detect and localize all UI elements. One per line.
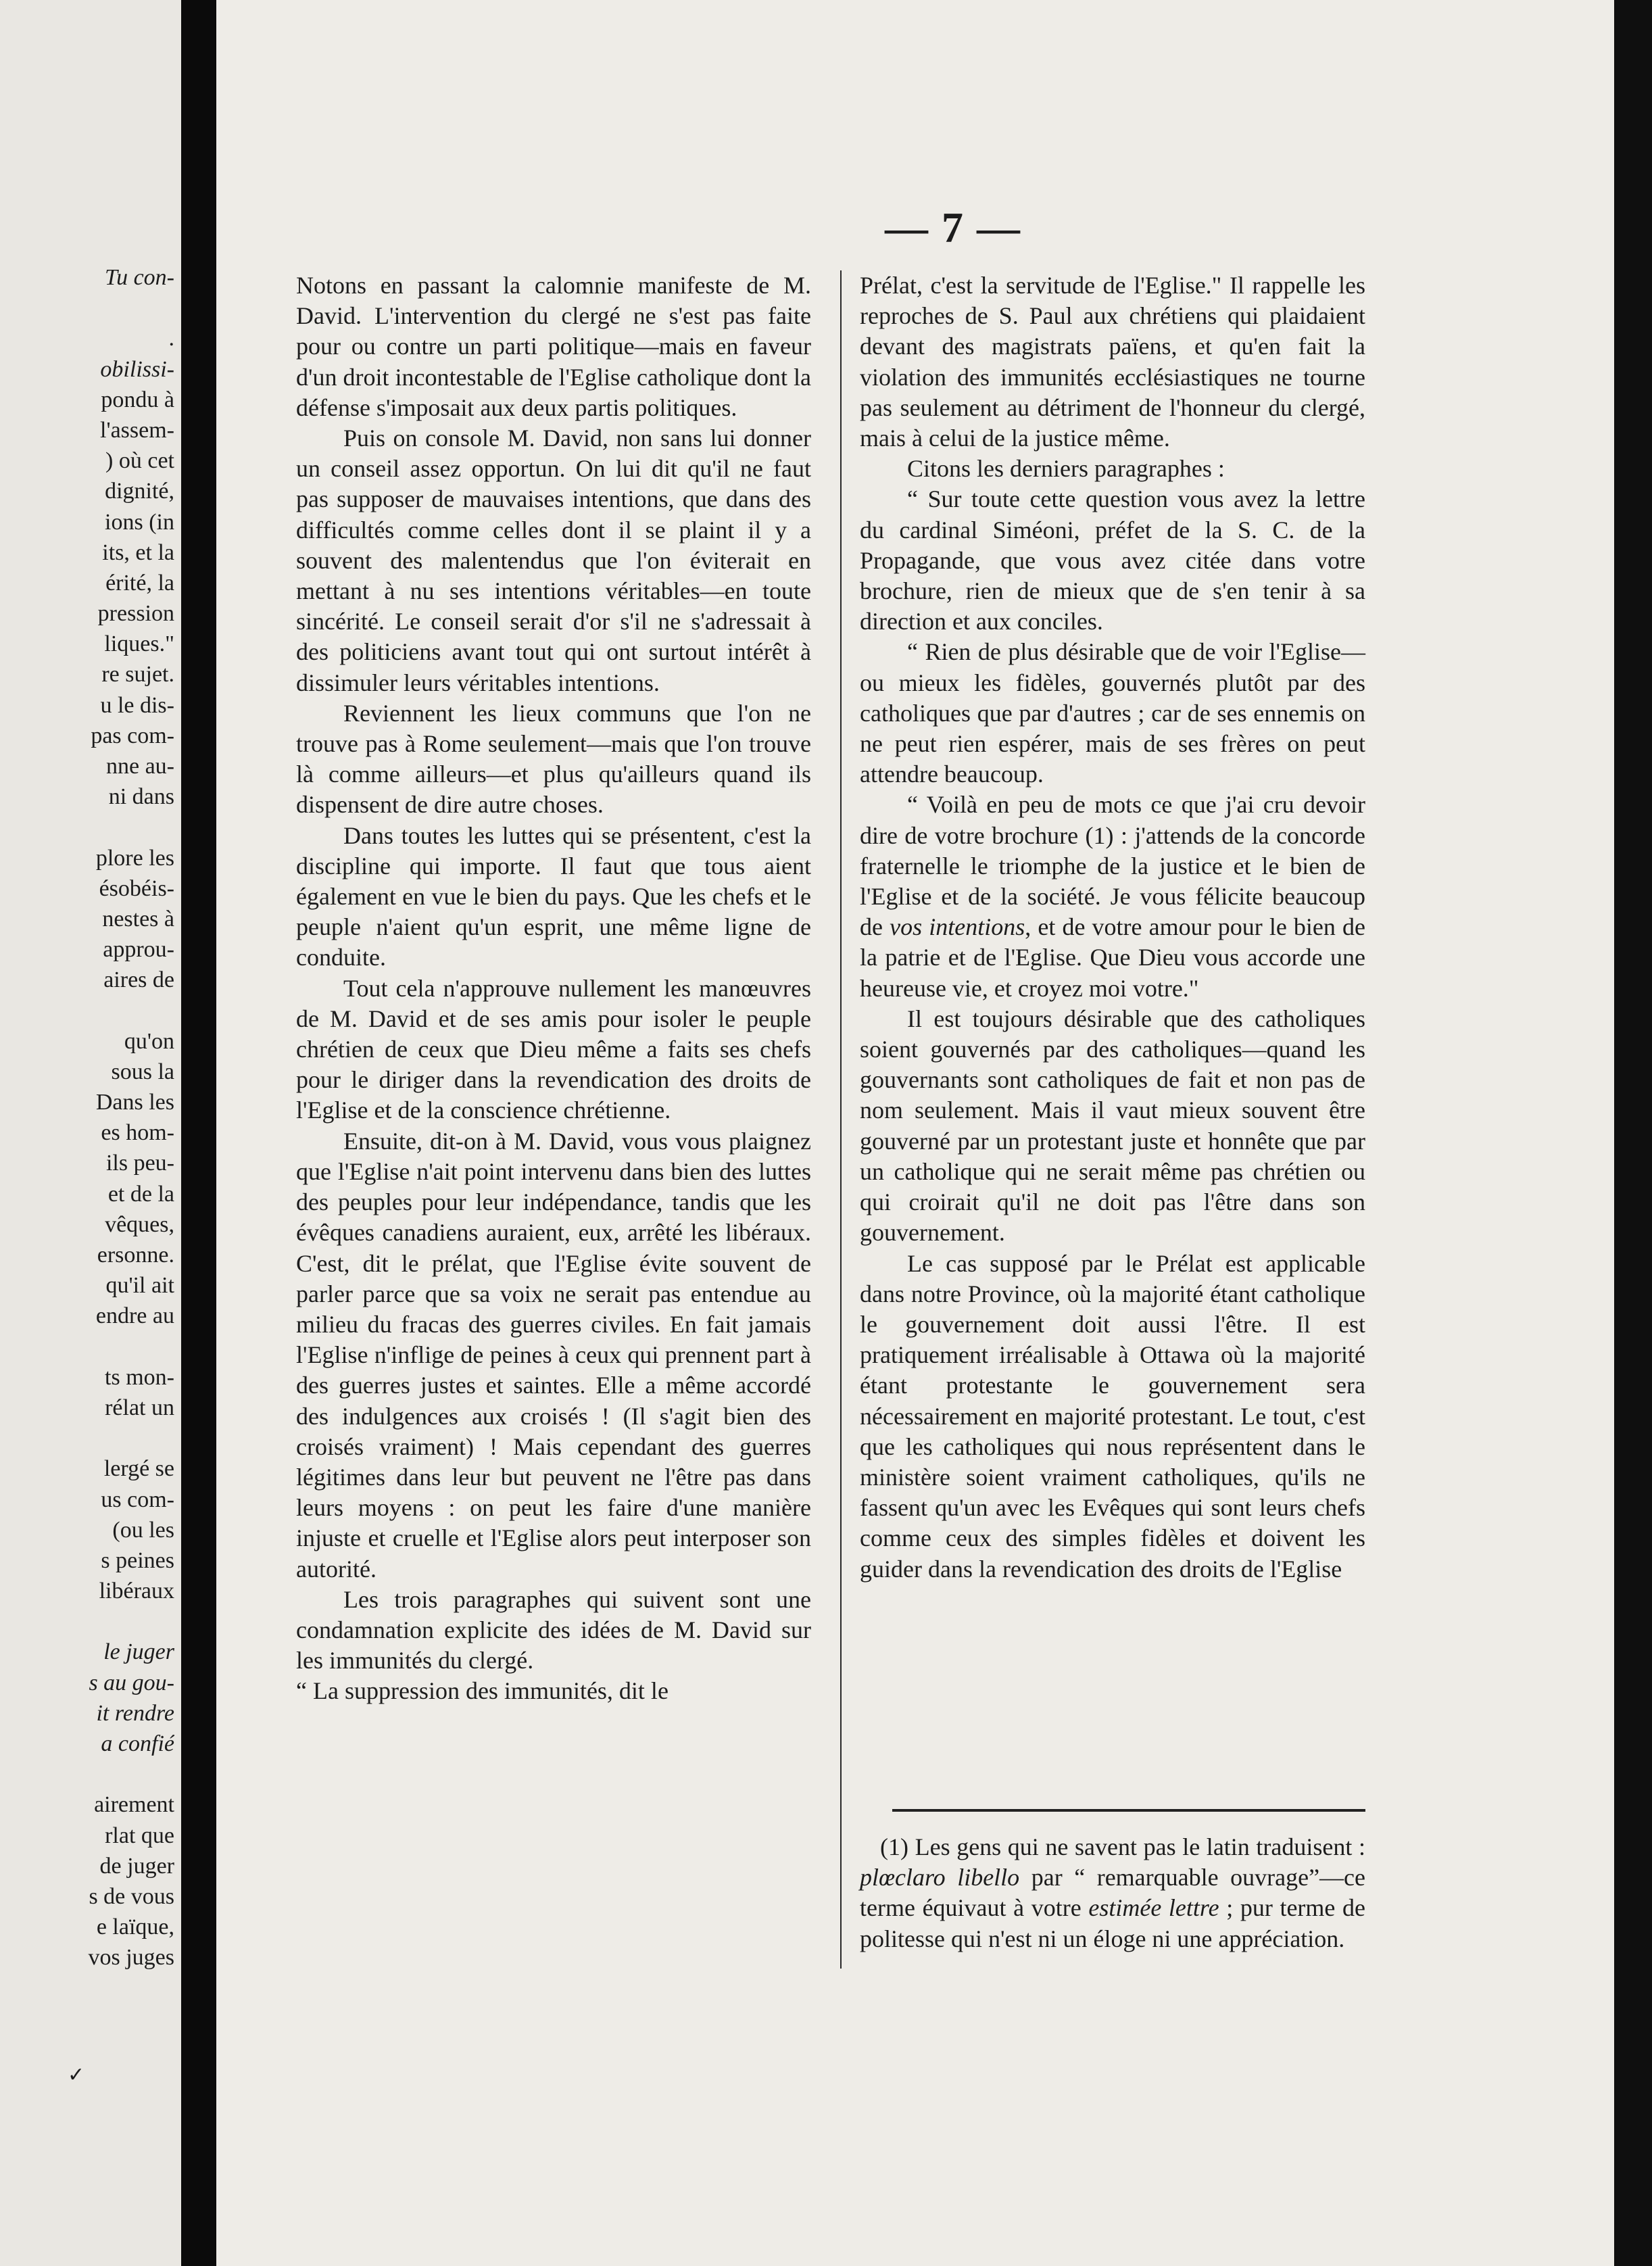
fragment-line: Tu con- — [105, 265, 174, 290]
fragment-line: pas com- — [91, 723, 174, 748]
column-divider — [840, 270, 842, 1969]
paragraph: Le cas supposé par le Prélat est applicable dans notre Province, où la majorité étant catholique le gouvernement doit aussi l'être. Il est pratiquement irréalisable à Ottawa où la majorité étant protestante le gouvernement sera nécessairement en majorité protestant. Le tout, c'est que les catholiques qui nous représentent dans le ministère soient vraiment catholiques, qu'ils ne fassent qu'un avec les Evêques qui sont leurs chefs comme ceux des simples fidèles et doivent les guider dans la revendication des droits de l'Eglise — [860, 1249, 1365, 1583]
text-run: par “ remarquable ouvrage”—ce terme équivaut à votre — [860, 1864, 1366, 1922]
footnote-rule — [892, 1809, 1365, 1812]
fragment-line: it rendre — [96, 1700, 174, 1726]
paragraph: Dans toutes les luttes qui se présentent, c'est la discipline qui importe. Il faut que tous aient également en vue le bien du pays. Que les chefs et le peuple n'aient qu'un esprit, une même ligne de conduite. — [296, 821, 811, 971]
fragment-line: liques." — [104, 631, 174, 657]
fragment-line: et de la — [107, 1181, 174, 1207]
text-run: ; pur terme de politesse qui n'est ni un éloge ni une appréciation. — [860, 1894, 1365, 1952]
paragraph: Puis on console M. David, non sans lui donner un conseil assez opportun. On lui dit qu'il ne faut pas supposer de mauvaises intentions, que dans des difficultés comme celles dont il se plaint il y a souvent des malentendus que l'on éviterait en mettant à nu ses intentions véritables—en toute sincérité. Le conseil serait d'or s'il ne s'adressait à des politiciens avant tout qui ont surtout intérêt à dissimuler leurs véritables intentions. — [296, 425, 811, 696]
fragment-line: approu- — [103, 937, 174, 963]
fragment-line: ) où cet — [105, 448, 174, 474]
paragraph: Il est toujours désirable que des catholiques soient gouvernés par des catholiques—quand les gouvernants sont catholiques de fait et non pas de nom seulement. Mais il vaut mieux souvent être gouverné par un protestant juste et honnête que par un catholique qui ne serait même pas chrétien ou qui croirait qu'il ne doit pas l'être dans son gouvernement. — [860, 1005, 1365, 1247]
paragraph: Les trois paragraphes qui suivent sont une condamnation explicite des idées de M. David sur les immunités du clergé. — [296, 1585, 811, 1674]
right-column — [860, 270, 1365, 1585]
fragment-line: pondu à — [101, 387, 174, 412]
fragment-line: plore les — [95, 845, 174, 871]
scan-edge — [1614, 0, 1652, 2266]
fragment-line: ils peu- — [105, 1151, 174, 1176]
fragment-line: airement — [94, 1792, 174, 1818]
text-run: “ Voilà en peu de mots ce que j'ai cru devoir dire de votre brochure (1) : j'attends de la concorde fraternelle le triomphe de la justice et le bien de l'Eglise et de la société. Je vous félicite beaucoup de — [860, 791, 1365, 941]
fragment-line: sous la — [111, 1059, 174, 1084]
fragment-line: nne au- — [105, 754, 174, 779]
fragment-line: de juger — [99, 1853, 174, 1879]
previous-page-fragment — [0, 0, 181, 2266]
fragment-line: rélat un — [105, 1395, 174, 1420]
fragment-line: e laïque, — [96, 1914, 174, 1940]
fragment-line: ésobéis- — [99, 875, 174, 901]
fragment-line: endre au — [95, 1303, 174, 1329]
italic-run: plœclaro libello — [860, 1864, 1020, 1891]
fragment-line: us com- — [101, 1487, 174, 1512]
fragment-line — [0, 1759, 174, 1789]
fragment-line: libéraux — [99, 1578, 174, 1604]
fragment-line: a confié — [101, 1731, 174, 1756]
fragment-line: . — [168, 326, 174, 352]
fragment-line: le juger — [103, 1639, 174, 1665]
fragment-line: Dans les — [95, 1090, 174, 1115]
fragment-line — [0, 812, 174, 842]
fragment-line: ni dans — [108, 784, 174, 810]
page — [216, 0, 1614, 2266]
fragment-line: ersonne. — [97, 1243, 174, 1268]
fragment-line: lergé se — [103, 1456, 174, 1482]
fragment-line: l'assem- — [100, 417, 174, 443]
text-run: , et de votre amour pour le bien de la patrie et de l'Eglise. Que Dieu vous accorde une heureuse vie, et croyez moi votre." — [860, 913, 1366, 1002]
paragraph — [860, 790, 1365, 1003]
text-run: (1) Les gens qui ne savent pas le latin traduisent : — [880, 1833, 1365, 1860]
paragraph: Ensuite, dit-on à M. David, vous vous plaignez que l'Eglise n'ait point intervenu dans bien des luttes des peuples pour leur indépendance, tandis que les évêques canadiens auraient, eux, arrêté les libéraux. C'est, dit le prélat, que l'Eglise évite souvent de parler parce que sa voix ne serait pas entendue au milieu du fracas des guerres civiles. En fait jamais l'Eglise n'inflige de peines à ceux qui prennent part à des guerres justes et saintes. Elle a même accordé des indulgences aux croisés ! (Il s'agit bien des croisés vraiment) ! Mais cependant des guerres légitimes dans leur but peuvent ne l'être pas dans leurs moyens : on peut les faire d'une manière injuste et cruelle et l'Eglise alors peut interposer son autorité. — [296, 1127, 811, 1583]
fragment-line: vêques, — [105, 1211, 174, 1237]
fragment-line: obilissi- — [100, 356, 174, 382]
fragment-line — [0, 1332, 174, 1362]
fragment-line: nestes à — [102, 906, 174, 932]
fragment-line: qu'il ait — [105, 1273, 174, 1299]
paragraph: “ Sur toute cette question vous avez la lettre du cardinal Siméoni, préfet de la S. C. de la Propagande, que vous avez citée dans votre brochure, rien de mieux que de s'en tenir à sa direction et aux conciles. — [860, 485, 1365, 635]
fragment-line: re sujet. — [101, 662, 174, 688]
italic-run: vos intentions — [890, 913, 1025, 941]
fragment-line: s de vous — [89, 1883, 174, 1909]
fragment-line: (ou les — [112, 1517, 174, 1543]
page-number: — 7 — — [885, 203, 1021, 251]
margin-mark: ✓ — [68, 2064, 85, 2086]
fragment-line — [0, 996, 174, 1026]
footnote-text — [860, 1832, 1365, 1954]
paragraph: “ Rien de plus désirable que de voir l'Eglise—ou mieux les fidèles, gouvernés plutôt par des catholiques que par d'autres ; car de ses ennemis on ne peut rien espérer, mais de ses frères on peut attendre beaucoup. — [860, 638, 1365, 788]
paragraph: “ La suppression des immunités, dit le — [296, 1677, 669, 1705]
paragraph: Prélat, c'est la servitude de l'Eglise." Il rappelle les reproches de S. Paul aux chrétiens qui plaidaient devant des magistrats païens, et qu'en fait la violation des immunités ecclésiastiques ne tourne pas seulement au détriment de l'honneur du clergé, mais à celui de la justice même. — [860, 272, 1365, 452]
fragment-line: rlat que — [105, 1823, 174, 1848]
left-column — [296, 270, 811, 1707]
fragment-line: qu'on — [124, 1028, 174, 1054]
fragment-line — [0, 293, 174, 323]
fragment-line: s peines — [101, 1547, 174, 1573]
book-gutter — [181, 0, 216, 2266]
fragment-line: pression — [97, 601, 174, 627]
fragment-line: ts mon- — [105, 1364, 174, 1390]
italic-run: estimée lettre — [1088, 1894, 1219, 1922]
fragment-line: vos juges — [88, 1945, 174, 1971]
previous-page-text — [0, 262, 174, 1973]
fragment-line — [0, 1606, 174, 1637]
footnote — [860, 1832, 1365, 1954]
fragment-line — [0, 1423, 174, 1453]
paragraph: Tout cela n'approuve nullement les manœuvres de M. David et de ses amis pour isoler le peuple chrétien de ceux que Dieu même a faits ses chefs pour le diriger dans la revendication des droits de l'Eglise et de la conscience chrétienne. — [296, 974, 811, 1124]
fragment-line: u le dis- — [100, 692, 174, 718]
fragment-line: dignité, — [105, 479, 174, 504]
fragment-line: s au gou- — [89, 1670, 174, 1695]
fragment-line: es hom- — [101, 1120, 174, 1146]
paragraph: Reviennent les lieux communs que l'on ne trouve pas à Rome seulement—mais que l'on trouve là comme ailleurs—et plus qu'ailleurs quand ils dispensent de dire autre choses. — [296, 699, 811, 819]
paragraph: Citons les derniers paragraphes : — [907, 455, 1225, 483]
fragment-line: its, et la — [102, 539, 174, 565]
fragment-line: aires de — [103, 967, 174, 993]
fragment-line: ions (in — [105, 509, 174, 535]
paragraph: Notons en passant la calomnie manifeste de M. David. L'intervention du clergé ne s'est pas faite pour ou contre un parti politique—mais en faveur d'un droit incontestable de l'Eglise catholique dont la défense s'imposait aux deux partis politiques. — [296, 272, 811, 421]
fragment-line: érité, la — [105, 570, 174, 596]
